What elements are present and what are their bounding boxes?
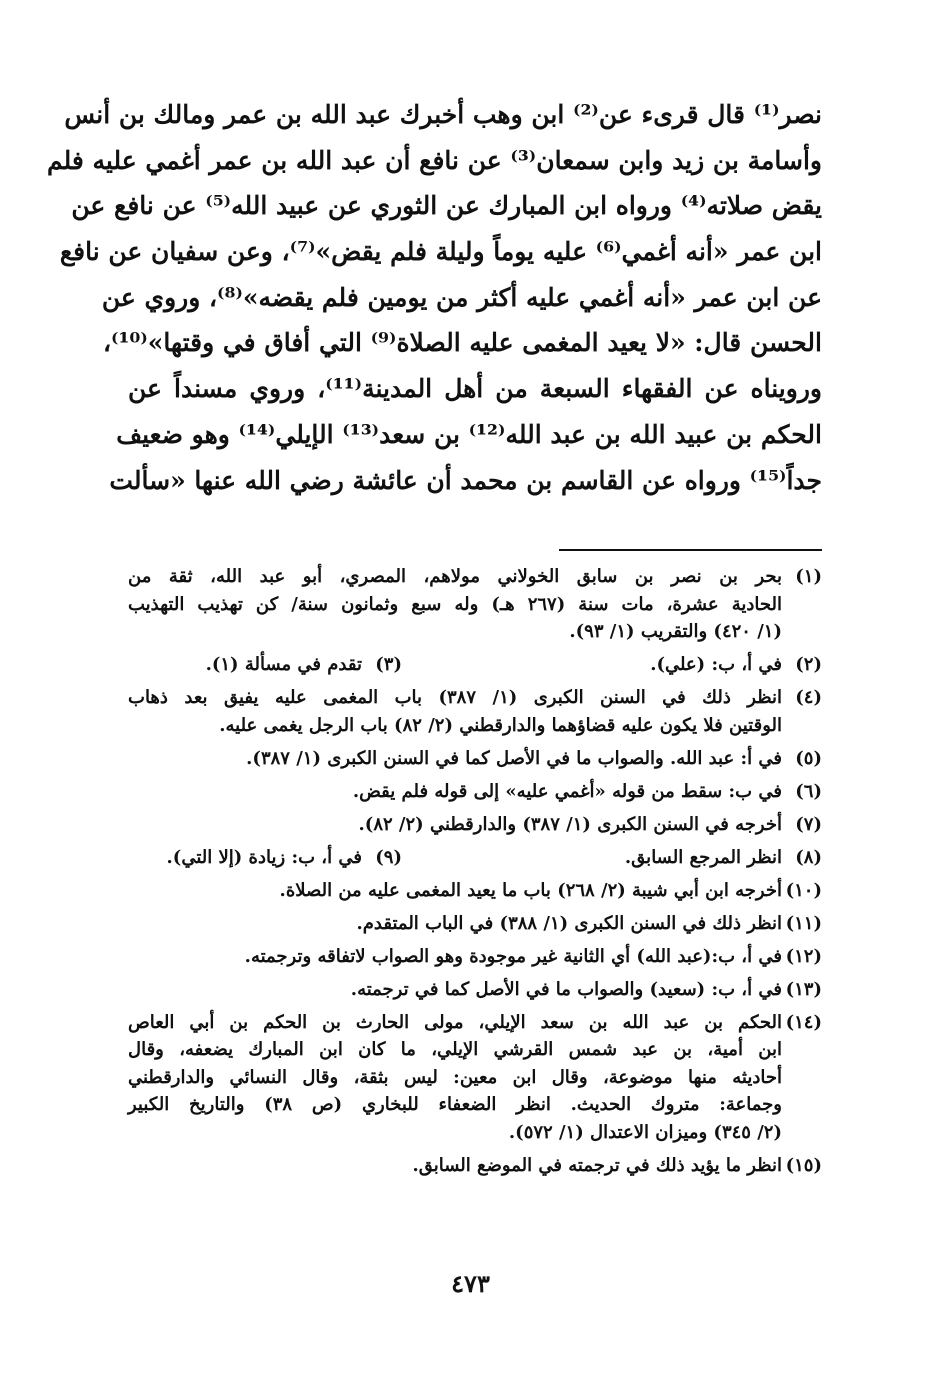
main-text-line: الحكم بن عبيد الله بن عبد الله⁽¹²⁾ بن سعد⁽¹³⁾ الإيلي⁽¹⁴⁾ وهو ضعيف [116, 419, 822, 449]
page-number: ٤٧٣ [451, 1269, 490, 1298]
footnote-line: في ب: سقط من قوله «أغمي عليه» إلى قوله فلم يقض. [352, 780, 782, 802]
main-text-line: نصر⁽¹⁾ قال قرىء عن⁽²⁾ ابن وهب أخبرك عبد الله بن عمر ومالك بن أنس [64, 100, 822, 129]
footnote-line: انظر المرجع السابق. [624, 846, 782, 868]
footnote-13 [128, 976, 822, 1004]
footnote-8 [402, 844, 822, 872]
footnote-line: في أ، ب: (سعيد) والصواب ما في الأصل كما في ترجمته. [350, 978, 782, 1000]
footnote-12 [128, 943, 822, 971]
footnote-4 [128, 684, 822, 739]
footnote-number: (١٣) [785, 978, 822, 1000]
footnote-number: (٥) [795, 747, 822, 769]
footnote-number: (١٤) [785, 1011, 822, 1033]
footnote-number: (١٢) [785, 945, 822, 967]
footnote-line: في أ: عبد الله. والصواب ما في الأصل كما في السنن الكبرى (١/ ٣٨٧). [246, 747, 782, 769]
footnote-7 [128, 811, 822, 839]
footnote-3 [206, 651, 402, 679]
footnote-9 [167, 844, 402, 872]
footnote-15 [128, 1152, 822, 1180]
footnote-2 [402, 651, 822, 679]
footnote-number: (٧) [795, 813, 822, 835]
footnote-6 [128, 778, 822, 806]
footnote-number: (٢) [795, 654, 822, 675]
footnote-10 [128, 877, 822, 905]
footnote-line: (٢/ ٣٤٥) وميزان الاعتدال (١/ ٥٧٢). [508, 1121, 782, 1143]
footnote-number: (٨) [795, 846, 822, 868]
footnote-11 [128, 910, 822, 938]
main-text-line: الحسن قال: «لا يعيد المغمى عليه الصلاة⁽⁹⁾ التي أفاق في وقتها»⁽¹⁰⁾، [102, 328, 822, 358]
footnote-number: (١٠) [785, 879, 822, 901]
footnote-divider [559, 549, 822, 551]
footnote-line: في أ، ب: زيادة (إلا التي). [166, 846, 362, 868]
footnote-line: الحادية عشرة، مات سنة (٢٦٧ هـ) وله سبع وثمانون سنة/ كن تهذيب التهذيب [128, 593, 782, 615]
footnote-line: بحر بن نصر بن سابق الخولاني مولاهم، المصري، أبو عبد الله، ثقة من [128, 566, 782, 587]
main-text-line: ورويناه عن الفقهاء السبعة من أهل المدينة⁽¹¹⁾، وروي مسنداً عن [128, 374, 822, 404]
footnote-line: (١/ ٤٢٠) والتقريب (١/ ٩٣). [569, 621, 782, 642]
main-text-line: جداً⁽¹⁵⁾ ورواه عن القاسم بن محمد أن عائشة رضي الله عنها «سألت [109, 465, 822, 495]
footnote-line: وجماعة: متروك الحديث. انظر الضعفاء للبخاري (ص ٣٨) والتاريخ الكبير [128, 1094, 783, 1115]
footnote-line: الوقتين فلا يكون عليه قضاؤهما والدارقطني (٢/ ٨٢) باب الرجل يغمى عليه. [219, 714, 782, 736]
footnote-number: (٣) [375, 654, 402, 675]
footnote-line: ابن أمية، بن عبد شمس القرشي الإيلي، ما كان ابن المبارك يضعفه، وقال [128, 1039, 782, 1060]
footnote-5 [128, 745, 822, 773]
footnote-line: أخرجه ابن أبي شيبة (٢/ ٢٦٨) باب ما يعيد المغمى عليه من الصلاة. [279, 879, 782, 901]
footnote-14 [128, 1009, 822, 1147]
main-text-line: وأسامة بن زيد وابن سمعان⁽³⁾ عن نافع أن عبد الله بن عمر أغمي عليه فلم [46, 145, 822, 175]
footnote-line: تقدم في مسألة (١). [205, 654, 362, 675]
footnote-pair [128, 844, 822, 872]
footnote-line: انظر ذلك في السنن الكبرى (١/ ٣٨٧) باب المغمى عليه يفيق بعد ذهاب [128, 687, 783, 708]
main-text [46, 92, 822, 503]
footnote-line: في أ، ب:(عبد الله) أي الثانية غير موجودة وهو الصواب لاتفاقه وترجمته. [244, 945, 782, 967]
footnote-number: (٩) [375, 846, 402, 868]
footnote-number: (١٥) [785, 1154, 822, 1176]
footnote-line: أخرجه في السنن الكبرى (١/ ٣٨٧) والدارقطني (٢/ ٨٢). [358, 813, 782, 835]
footnote-1 [128, 563, 822, 646]
footnote-number: (٤) [795, 687, 822, 708]
footnote-line: انظر ذلك في السنن الكبرى (١/ ٣٨٨) في الباب المتقدم. [356, 912, 782, 934]
footnote-line: الحكم بن عبد الله بن سعد الإيلي، مولى الحارث بن الحكم بن أبي العاص [128, 1011, 782, 1033]
footnote-number: (١١) [785, 912, 822, 934]
footnotes [128, 563, 822, 1185]
footnote-line: أحاديثه منها موضوعة، وقال ابن معين: ليس بثقة، وقال النسائي والدارقطني [128, 1066, 782, 1088]
footnote-line: انظر ما يؤيد ذلك في ترجمته في الموضع السابق. [412, 1154, 782, 1176]
main-text-line: يقض صلاته⁽⁴⁾ ورواه ابن المبارك عن الثوري عن عبيد الله⁽⁵⁾ عن نافع عن [71, 191, 822, 221]
footnote-line: في أ، ب: (علي). [650, 654, 782, 675]
footnote-number: (٦) [795, 780, 822, 802]
footnote-pair [128, 651, 822, 679]
main-text-line: عن ابن عمر «أنه أغمي عليه أكثر من يومين فلم يقضه»⁽⁸⁾، وروي عن [101, 282, 822, 312]
footnote-number: (١) [795, 566, 822, 587]
main-text-line: ابن عمر «أنه أغمي⁽⁶⁾ عليه يوماً وليلة فلم يقض»⁽⁷⁾، وعن سفيان عن نافع [59, 237, 822, 267]
